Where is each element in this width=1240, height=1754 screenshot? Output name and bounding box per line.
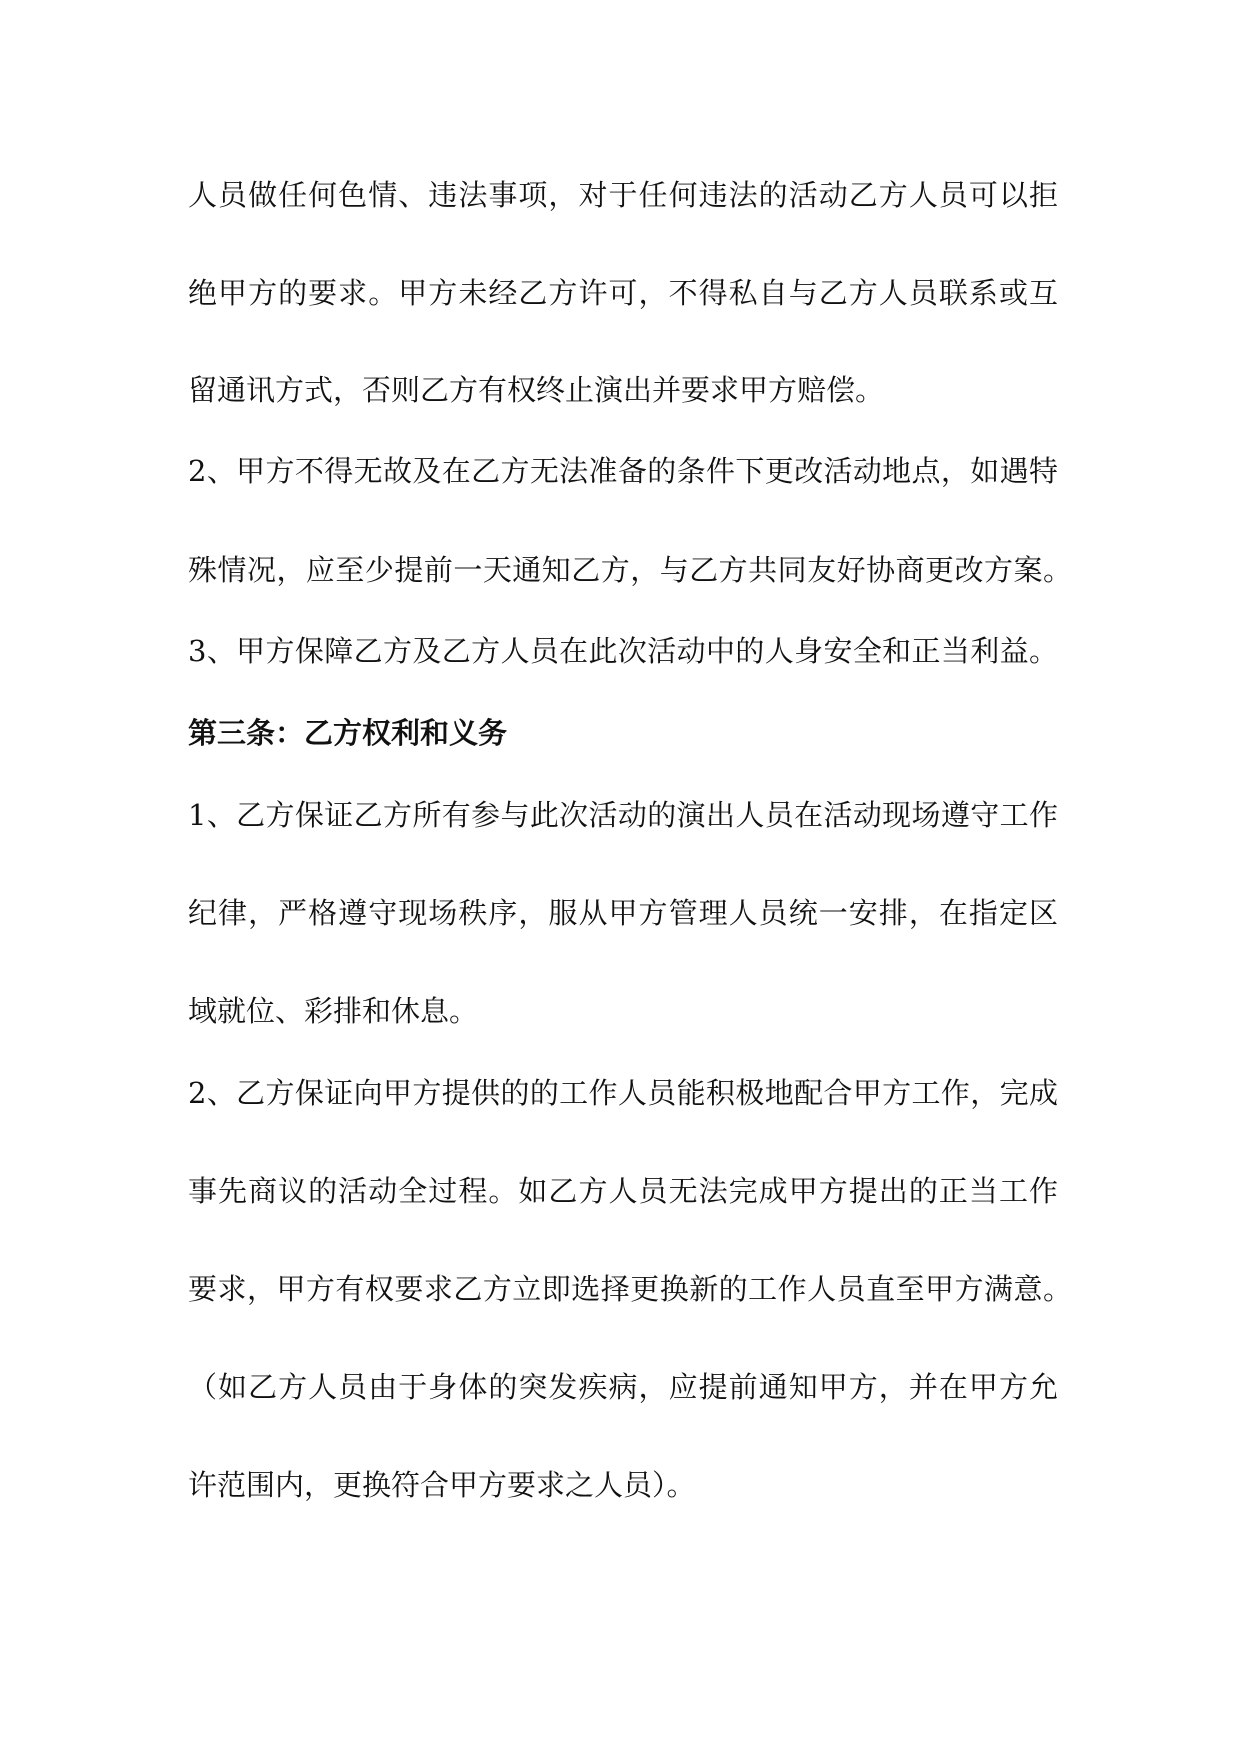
paragraph-line: 殊情况，应至少提前一天通知乙方，与乙方共同友好协商更改方案。: [188, 553, 1072, 587]
section-heading: 第三条：乙方权利和义务: [188, 716, 508, 750]
paragraph-line: （如乙方人员由于身体的突发疾病，应提前通知甲方，并在甲方允: [188, 1370, 1058, 1404]
paragraph-line: 事先商议的活动全过程。如乙方人员无法完成甲方提出的正当工作: [188, 1174, 1058, 1208]
paragraph-line: 要求，甲方有权要求乙方立即选择更换新的工作人员直至甲方满意。: [188, 1272, 1072, 1306]
paragraph-line: 许范围内，更换符合甲方要求之人员）。: [188, 1468, 696, 1502]
paragraph-line: 3、甲方保障乙方及乙方人员在此次活动中的人身安全和正当利益。: [188, 634, 1058, 668]
paragraph-line: 绝甲方的要求。甲方未经乙方许可，不得私自与乙方人员联系或互: [188, 276, 1058, 310]
paragraph-line: 纪律，严格遵守现场秩序，服从甲方管理人员统一安排，在指定区: [188, 896, 1058, 930]
paragraph-line: 域就位、彩排和休息。: [188, 994, 479, 1028]
paragraph-line: 2、甲方不得无故及在乙方无法准备的条件下更改活动地点，如遇特: [188, 454, 1058, 488]
paragraph-line: 留通讯方式，否则乙方有权终止演出并要求甲方赔偿。: [188, 373, 885, 407]
paragraph-line: 人员做任何色情、违法事项，对于任何违法的活动乙方人员可以拒: [188, 178, 1058, 212]
paragraph-line: 1、乙方保证乙方所有参与此次活动的演出人员在活动现场遵守工作: [188, 798, 1058, 832]
paragraph-line: 2、乙方保证向甲方提供的的工作人员能积极地配合甲方工作，完成: [188, 1076, 1058, 1110]
